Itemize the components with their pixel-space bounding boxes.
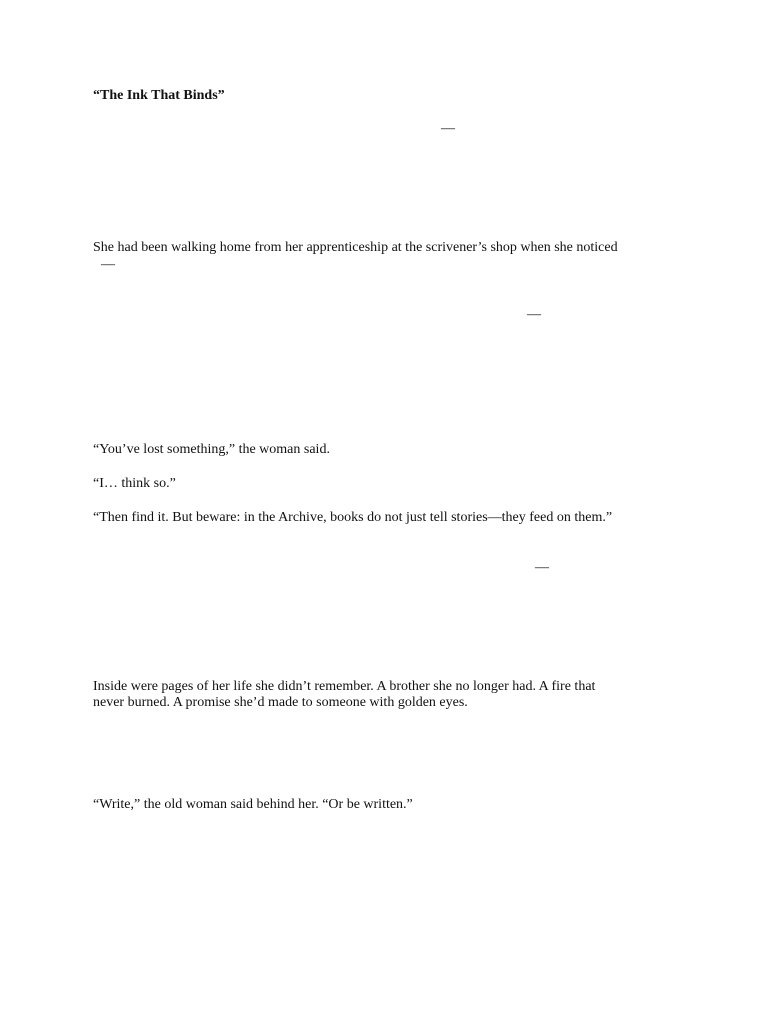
em-dash-mark: — xyxy=(535,560,549,575)
em-dash-mark: — xyxy=(441,121,455,136)
dialogue-line: “You’ve lost something,” the woman said. xyxy=(93,442,330,457)
paragraph-line: never burned. A promise she’d made to someone with golden eyes. xyxy=(93,695,468,710)
paragraph-line: Inside were pages of her life she didn’t remember. A brother she no longer had. A fire that xyxy=(93,679,596,694)
em-dash-mark: — xyxy=(527,307,541,322)
dialogue-line: “Then find it. But beware: in the Archive, books do not just tell stories—they feed on them.” xyxy=(93,510,613,525)
em-dash-mark: — xyxy=(101,257,115,272)
closing-line: “Write,” the old woman said behind her. “Or be written.” xyxy=(93,797,413,812)
paragraph-line: She had been walking home from her apprenticeship at the scrivener’s shop when she noticed xyxy=(93,240,618,255)
dialogue-line: “I… think so.” xyxy=(93,476,176,491)
story-title: “The Ink That Binds” xyxy=(93,88,225,103)
